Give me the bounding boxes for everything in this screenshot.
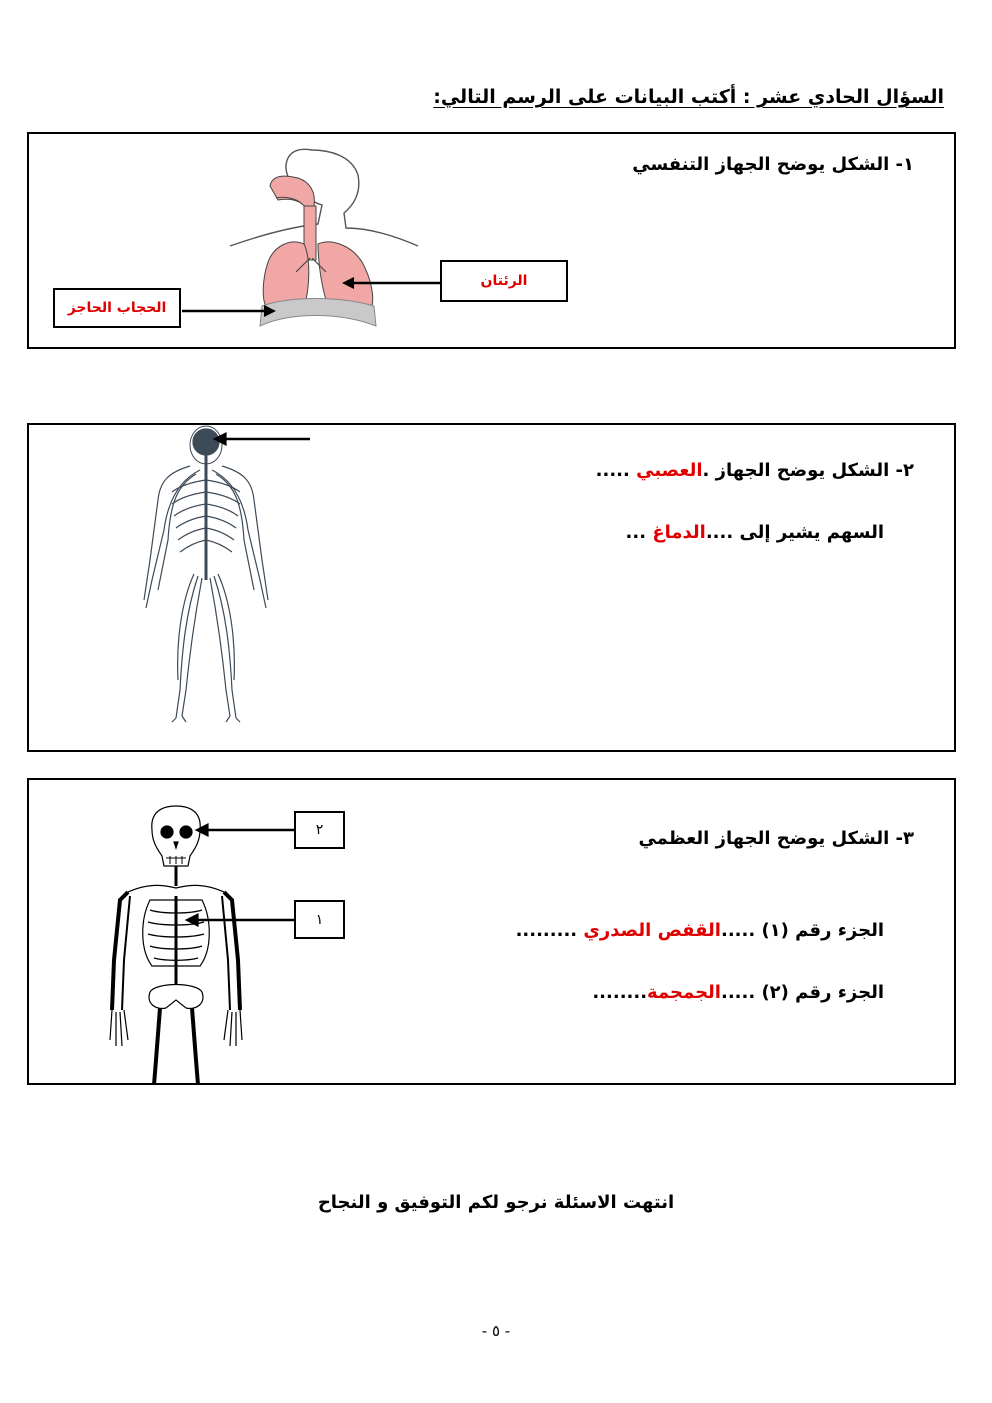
part-2-suffix: ........ <box>592 982 648 1003</box>
part-1-suffix: ......... <box>515 920 584 941</box>
arrow-points-to-line <box>626 522 884 543</box>
question-heading: السؤال الحادي عشر : أكتب البيانات على الرسم التالي: <box>433 86 944 108</box>
part-1-prefix: الجزء رقم (١) ..... <box>720 920 884 941</box>
respiratory-diagram <box>182 149 440 326</box>
ribcage-number-box: ١ <box>294 900 345 939</box>
skull-answer: الجمجمة <box>647 982 721 1003</box>
nervous-title-suffix: ..... <box>595 460 637 481</box>
skeletal-question-title: ٣- الشكل يوضح الجهاز العظمي <box>638 828 914 849</box>
closing-message: انتهت الاسئلة نرجو لكم التوفيق و النجاح <box>317 1192 675 1213</box>
part-1-line <box>516 920 884 941</box>
ribcage-answer: القفص الصدري <box>583 920 721 941</box>
page-number: - ٥ - <box>481 1322 511 1340</box>
respiratory-question-title: ١- الشكل يوضح الجهاز التنفسي <box>632 154 914 175</box>
skull-number-box: ٢ <box>294 811 345 849</box>
nervous-question-title <box>596 460 914 481</box>
arrow-line-prefix: السهم يشير إلى .... <box>705 522 884 543</box>
part-2-line <box>592 982 884 1003</box>
nervous-answer: العصبي <box>636 460 703 481</box>
brain-answer: الدماغ <box>652 522 706 543</box>
part-2-prefix: الجزء رقم (٢) ..... <box>720 982 884 1003</box>
diaphragm-label-box: الحجاب الحاجز <box>53 288 181 328</box>
arrow-line-suffix: ... <box>625 522 653 543</box>
nervous-title-prefix: ٢- الشكل يوضح الجهاز . <box>702 460 914 481</box>
lungs-label-box: الرئتان <box>440 260 568 302</box>
